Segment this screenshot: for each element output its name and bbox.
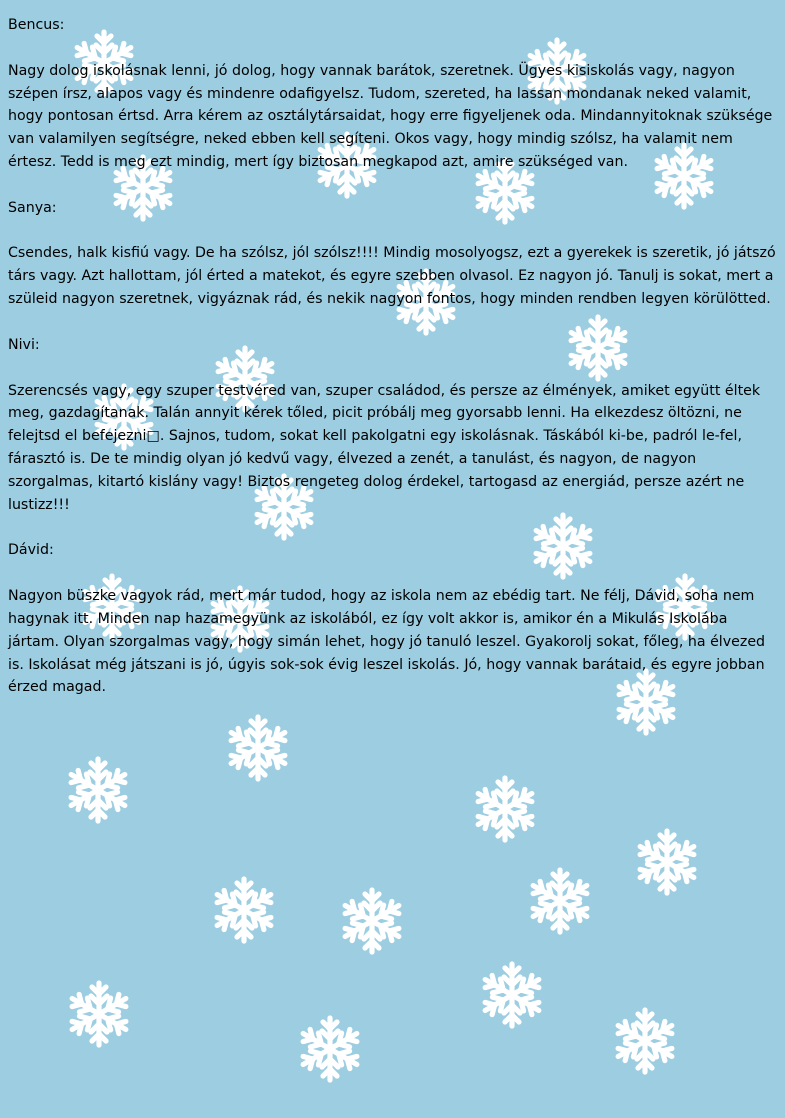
- snowflake-icon: [67, 759, 129, 821]
- snowflake-icon: [213, 879, 275, 941]
- snowflake-icon: [481, 964, 543, 1026]
- blank-line: [8, 311, 776, 334]
- section-heading-bencus: Bencus:: [8, 17, 65, 33]
- blank-line: [8, 220, 776, 243]
- section-heading-david: Dávid:: [8, 542, 54, 559]
- snowflake-icon: [474, 778, 536, 840]
- section-text-nivi: Szerencsés vagy, egy szuper testvéred van, szuper családod, és persze az élmények, amiket együtt éltek meg, gazdagítanak. Talán annyit kérek tőled, picit próbálj meg gyorsabb lenni. Ha elkezdesz öltözni, ne felejtsd el befejezni□. Sajnos, tudom, sokat kell pakolgatni egy iskolásnak. Táskából ki-be, padról le-fel, fárasztó is. De te mindig olyan jó kedvű vagy, élvezed a zenét, a tanulást, és nagyon, de nagyon szorgalmas, kitartó kislány vagy! Biztos rengeteg dolog érdekel, tartogasd az energiád, persze azért ne lustizz!!!: [8, 382, 761, 513]
- letter-text: [8, 14, 776, 699]
- blank-line: [8, 174, 776, 197]
- section-text-sanya: Csendes, halk kisfiú vagy. De ha szólsz, jól szólsz!!!! Mindig mosolyogsz, ezt a gyerekek is szeretik, jó játszó társ vagy. Azt hallottam, jól érted a matekot, és egyre szebben olvasol. Ez nagyon jó. Tanulj is sokat, mert a szüleid nagyon szeretnek, vigyáznak rád, és nekik nagyon fontos, hogy minden rendben legyen körülötted.: [8, 245, 776, 308]
- snowflake-icon: [341, 890, 403, 952]
- snowflake-icon: [529, 870, 591, 932]
- blank-line: [8, 357, 776, 380]
- section-text-david: Nagyon büszke vagyok rád, mert már tudod, hogy az iskola nem az ebédig tart. Ne félj, Dávid, soha nem hagynak itt. Minden nap hazamegyünk az iskolából, ez így volt akkor is, amikor én a Mikulás Iskolába jártam. Olyan szorgalmas vagy, hogy simán lehet, hogy jó tanuló leszel. Gyakorolj sokat, főleg, ha élvezed is. Iskolásat még játszani is jó, úgyis sok-sok évig leszel iskolás. Jó, hogy vannak barátaid, és egyre jobban érzed magad.: [8, 588, 766, 696]
- snowflake-icon: [227, 717, 289, 779]
- snowflake-icon: [636, 831, 698, 893]
- snowflake-icon: [68, 983, 130, 1045]
- blank-line: [8, 37, 776, 60]
- blank-line: [8, 517, 776, 540]
- snowflake-icon: [614, 1010, 676, 1072]
- blank-line: [8, 562, 776, 585]
- snowflake-icon: [299, 1018, 361, 1080]
- section-heading-sanya: Sanya:: [8, 199, 57, 216]
- section-heading-nivi: Nivi:: [8, 336, 40, 353]
- section-text-bencus: Nagy dolog iskolásnak lenni, jó dolog, hogy vannak barátok, szeretnek. Ügyes kisiskolás vagy, nagyon szépen írsz, alapos vagy és mindenre odafigyelsz. Tudom, szereted, ha lassan mondanak neked valamit, hogy pontosan értsd. Arra kérem az osztálytársaidat, hogy erre figyeljenek oda. Mindannyitoknak szüksége van valamilyen segítségre, neked ebben kell segíteni. Okos vagy, hogy mindig szólsz, ha valamit nem értesz. Tedd is meg ezt mindig, mert így biztosan megkapod azt, amire szükséged van.: [8, 62, 773, 171]
